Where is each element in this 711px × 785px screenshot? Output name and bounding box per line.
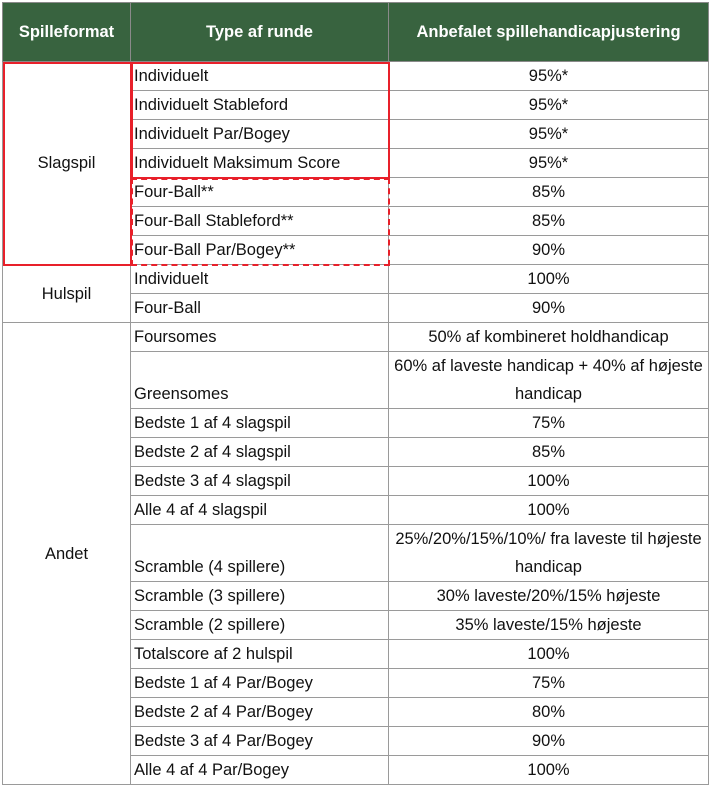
- handicap-table-container: [2, 2, 708, 785]
- adjustment-cell: 25%/20%/15%/10%/ fra laveste til højeste handicap: [389, 525, 709, 582]
- table-row: [3, 265, 709, 294]
- adjustment-cell: 95%*: [389, 120, 709, 149]
- header-format: Spilleformat: [3, 3, 131, 62]
- round-type-cell: Scramble (2 spillere): [131, 611, 389, 640]
- round-type-cell: Four-Ball Par/Bogey**: [131, 236, 389, 265]
- round-type-cell: Foursomes: [131, 323, 389, 352]
- adjustment-cell: 90%: [389, 727, 709, 756]
- adjustment-cell: 100%: [389, 756, 709, 785]
- adjustment-cell: 85%: [389, 207, 709, 236]
- round-type-cell: Four-Ball**: [131, 178, 389, 207]
- adjustment-cell: 95%*: [389, 149, 709, 178]
- table-row: [3, 62, 709, 91]
- round-type-cell: Individuelt Maksimum Score: [131, 149, 389, 178]
- header-round-type: Type af runde: [131, 3, 389, 62]
- adjustment-cell: 95%*: [389, 62, 709, 91]
- adjustment-cell: 90%: [389, 294, 709, 323]
- adjustment-cell: 50% af kombineret holdhandicap: [389, 323, 709, 352]
- adjustment-cell: 60% af laveste handicap + 40% af højeste handicap: [389, 352, 709, 409]
- round-type-cell: Bedste 3 af 4 Par/Bogey: [131, 727, 389, 756]
- round-type-cell: Individuelt Stableford: [131, 91, 389, 120]
- adjustment-cell: 100%: [389, 640, 709, 669]
- round-type-cell: Totalscore af 2 hulspil: [131, 640, 389, 669]
- round-type-cell: Individuelt: [131, 62, 389, 91]
- format-cell-hulspil: Hulspil: [3, 265, 131, 323]
- round-type-cell: Four-Ball Stableford**: [131, 207, 389, 236]
- round-type-cell: Individuelt: [131, 265, 389, 294]
- round-type-cell: Alle 4 af 4 slagspil: [131, 496, 389, 525]
- adjustment-cell: 35% laveste/15% højeste: [389, 611, 709, 640]
- round-type-cell: Scramble (3 spillere): [131, 582, 389, 611]
- round-type-cell: Bedste 1 af 4 slagspil: [131, 409, 389, 438]
- header-adjustment: Anbefalet spillehandicapjustering: [389, 3, 709, 62]
- adjustment-cell: 100%: [389, 467, 709, 496]
- round-type-cell: Bedste 1 af 4 Par/Bogey: [131, 669, 389, 698]
- adjustment-cell: 75%: [389, 669, 709, 698]
- round-type-cell: Bedste 2 af 4 Par/Bogey: [131, 698, 389, 727]
- handicap-allowance-table: [2, 2, 709, 785]
- round-type-cell: Greensomes: [131, 352, 389, 409]
- round-type-cell: Four-Ball: [131, 294, 389, 323]
- adjustment-cell: 90%: [389, 236, 709, 265]
- header-row: [3, 3, 709, 62]
- adjustment-cell: 30% laveste/20%/15% højeste: [389, 582, 709, 611]
- adjustment-cell: 85%: [389, 178, 709, 207]
- adjustment-cell: 100%: [389, 265, 709, 294]
- format-cell-andet: Andet: [3, 323, 131, 785]
- round-type-cell: Alle 4 af 4 Par/Bogey: [131, 756, 389, 785]
- round-type-cell: Individuelt Par/Bogey: [131, 120, 389, 149]
- format-cell-slagspil: Slagspil: [3, 62, 131, 265]
- adjustment-cell: 100%: [389, 496, 709, 525]
- round-type-cell: Bedste 2 af 4 slagspil: [131, 438, 389, 467]
- adjustment-cell: 80%: [389, 698, 709, 727]
- adjustment-cell: 75%: [389, 409, 709, 438]
- table-row: [3, 323, 709, 352]
- adjustment-cell: 85%: [389, 438, 709, 467]
- adjustment-cell: 95%*: [389, 91, 709, 120]
- round-type-cell: Scramble (4 spillere): [131, 525, 389, 582]
- round-type-cell: Bedste 3 af 4 slagspil: [131, 467, 389, 496]
